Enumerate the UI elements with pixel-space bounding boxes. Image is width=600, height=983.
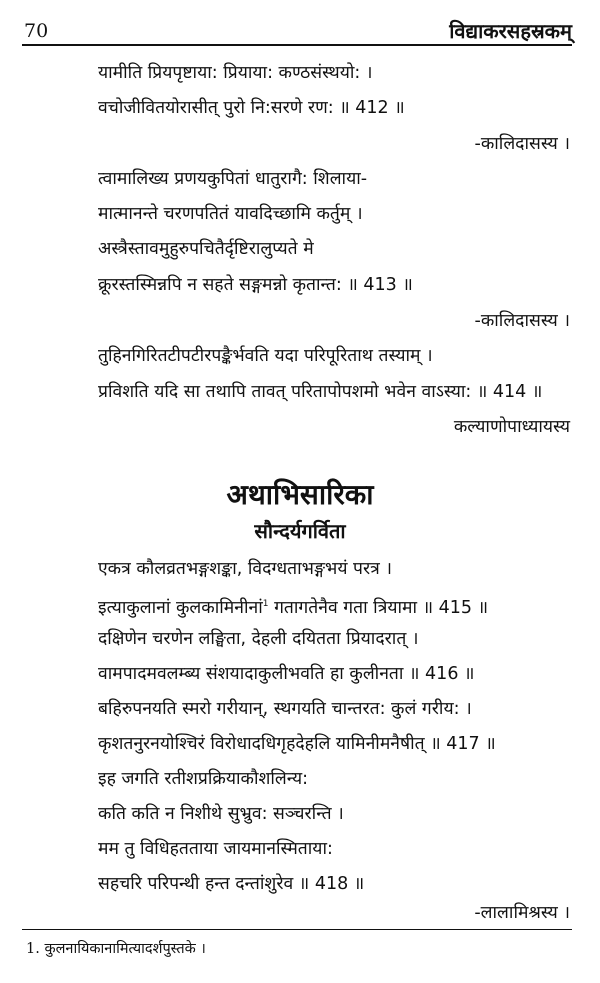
attribution-kalyanopadhyaya: कल्याणोपाध्यायस्य — [453, 417, 570, 437]
verse-417-line-2: कृशतनुरनयोश्चिरं विरोधादधिगृहदेहलि यामिनीमनैषीत् ॥ 417 ॥ — [98, 734, 496, 754]
verse-418-line-4: सहचरि परिपन्थी हन्त दन्तांशुरेव ॥ 418 ॥ — [98, 874, 365, 894]
verse-415-line-2 — [98, 593, 488, 619]
attribution-kalidasa-1: -कालिदासस्य । — [474, 134, 570, 154]
verse-413-line-4: क्रूरस्तस्मिन्नपि न सहते सङ्गमन्नो कृतान्त: ॥ 413 ॥ — [98, 275, 413, 295]
verse-418-line-3: मम तु विधिहतताया जायमानस्मिताया: — [98, 839, 333, 859]
verse-414-line-1: तुहिनगिरितटीपटीरपङ्कैर्भवति यदा परिपूरिताथ तस्याम् । — [98, 346, 433, 366]
footnote — [26, 938, 206, 958]
verse-415-line-2-start: इत्याकुलानां कुलकामिनीनां — [98, 597, 263, 618]
footnote-marker: 1 — [262, 599, 269, 609]
verse-413-line-1: त्वामालिख्य प्रणयकुपितां धातुरागै: शिलाया- — [98, 169, 368, 189]
verse-412-line-2: वचोजीवितयोरासीत् पुरो नि:सरणे रण: ॥ 412 ॥ — [98, 98, 405, 118]
footnote-divider — [22, 929, 572, 930]
verse-415-line-2-end: गतागतेनैव गता त्रियामा ॥ 415 ॥ — [268, 597, 489, 618]
verse-413-line-2: मात्मानन्ते चरणपतितं यावदिच्छामि कर्तुम् । — [98, 204, 363, 224]
attribution-lalamishra: -लालामिश्रस्य । — [474, 903, 570, 923]
verse-417-line-1: बहिरुपनयति स्मरो गरीयान्, स्थगयति चान्तरत: कुलं गरीय: । — [98, 699, 472, 719]
footnote-text: कुलनायिकानामित्यादर्शपुस्तके । — [44, 941, 206, 957]
section-title: अथाभिसारिका — [226, 478, 374, 511]
page-number: 70 — [24, 20, 49, 42]
attribution-kalidasa-2: -कालिदासस्य । — [474, 311, 570, 331]
verse-416-line-2: वामपादमवलम्ब्य संशयादाकुलीभवति हा कुलीनता ॥ 416 ॥ — [98, 664, 475, 684]
verse-418-line-2: कति कति न निशीथे सुभ्रुव: सञ्चरन्ति । — [98, 804, 344, 824]
section-subtitle: सौन्दर्यगर्विता — [254, 519, 346, 543]
verse-415-line-1: एकत्र कौलव्रतभङ्गशङ्का, विदग्धताभङ्गभयं परत्र । — [98, 559, 392, 579]
verse-413-line-3: अस्त्रैस्तावमुहुरुपचितैर्दृष्टिरालुप्यते मे — [98, 239, 314, 259]
page-header — [22, 14, 572, 46]
verse-412-line-1: यामीति प्रियपृष्टाया: प्रियाया: कण्ठसंस्थयो: । — [98, 63, 373, 83]
running-title: विद्याकरसहस्रकम् — [449, 19, 572, 43]
verse-416-line-1: दक्षिणेन चरणेन लङ्घिता, देहली दयितता प्रियादरात् । — [98, 629, 419, 649]
verse-414-line-2: प्रविशति यदि सा तथापि तावत् परितापोपशमो भवेन वाऽस्या: ॥ 414 ॥ — [98, 382, 543, 402]
verse-418-line-1: इह जगति रतीशप्रक्रियाकौशलिन्य: — [98, 769, 309, 789]
footnote-number: 1. — [26, 941, 40, 957]
